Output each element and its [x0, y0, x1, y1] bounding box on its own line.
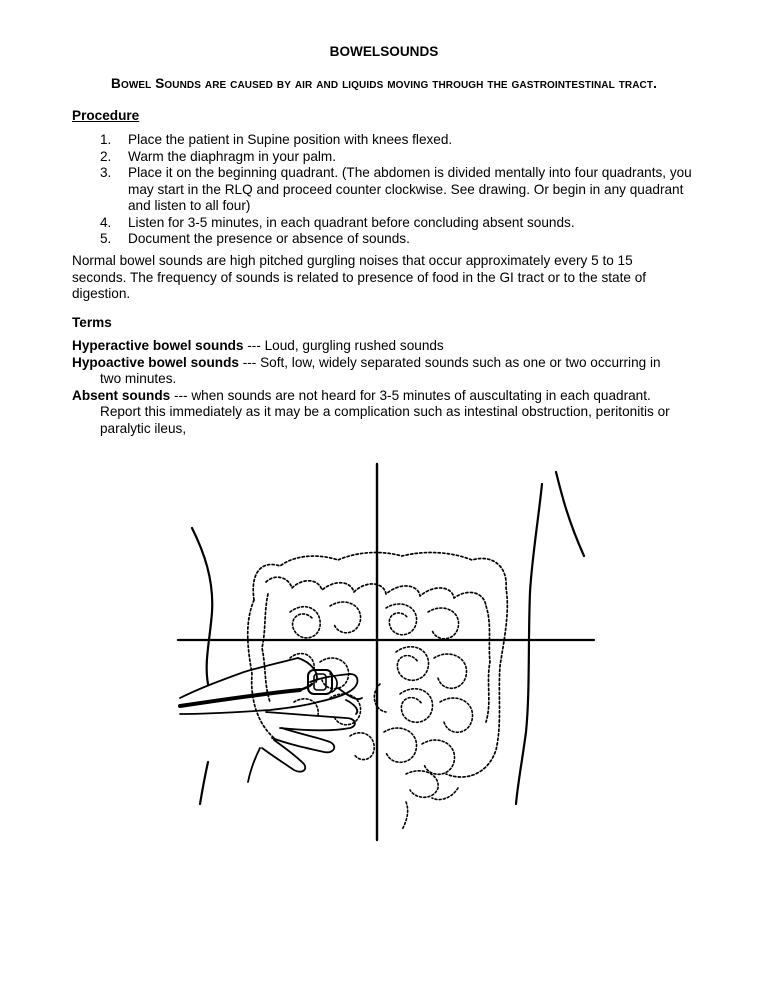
procedure-step-4 [72, 215, 692, 232]
term-definition: --- Soft, low, widely separated sounds such as one or two occurring in two minutes. [100, 354, 661, 386]
procedure-heading: Procedure [72, 108, 140, 123]
term-name: Hyperactive bowel sounds [72, 338, 244, 353]
step-number: 5. [100, 231, 112, 246]
abdomen-quadrant-drawing [170, 462, 610, 842]
torso-right-outline [556, 472, 584, 556]
term-definition: --- when sounds are not heard for 3-5 minutes of auscultating in each quadrant. Report this immediately as it may be a complication such as intestinal obstruction, peritonitis or paralytic ileus, [100, 387, 670, 436]
step-text: Warm the diaphragm in your palm. [128, 148, 337, 164]
term-hypoactive [72, 355, 682, 388]
step-text: Listen for 3-5 minutes, in each quadrant before concluding absent sounds. [128, 214, 575, 230]
step-number: 3. [100, 165, 112, 180]
normal-sounds-paragraph: Normal bowel sounds are high pitched gurgling noises that occur approximately every 5 to 15 seconds. The frequency of sounds is related to presence of food in the GI tract or to the state of digestion. [72, 253, 647, 301]
torso-left-lower-outline [200, 762, 208, 804]
step-number: 4. [100, 214, 112, 230]
term-name: Hypoactive bowel sounds [72, 354, 239, 370]
term-absent [72, 388, 682, 438]
term-definition: --- Loud, gurgling rushed sounds [243, 338, 444, 353]
step-text: Place the patient in Supine position with knees flexed. [128, 132, 453, 147]
torso-right-side-outline [516, 484, 542, 804]
procedure-step-3 [72, 165, 692, 215]
term-name: Absent sounds [72, 387, 171, 403]
terms-list [72, 338, 682, 437]
step-number: 1. [100, 132, 112, 147]
procedure-step-1 [72, 132, 692, 149]
step-text: Document the presence or absence of sounds. [128, 231, 410, 246]
step-number: 2. [100, 148, 112, 164]
torso-left-outline [192, 528, 212, 684]
terms-heading: Terms [72, 315, 112, 330]
procedure-step-5 [72, 231, 692, 248]
procedure-steps [72, 132, 692, 248]
step-text: Place it on the beginning quadrant. (The abdomen is divided mentally into four quadrants, you may start in the RLQ and proceed counter clockwise. See drawing. Or begin in any quadrant and listen to all four) [128, 165, 692, 213]
subtitle: Bowel Sounds are caused by air and liquids moving through the gastrointestinal tract. [111, 76, 657, 91]
term-hyperactive [72, 338, 682, 355]
page-title: BOWELSOUNDS [329, 44, 439, 59]
procedure-step-2 [72, 149, 692, 166]
abdomen-illustration [170, 462, 610, 842]
